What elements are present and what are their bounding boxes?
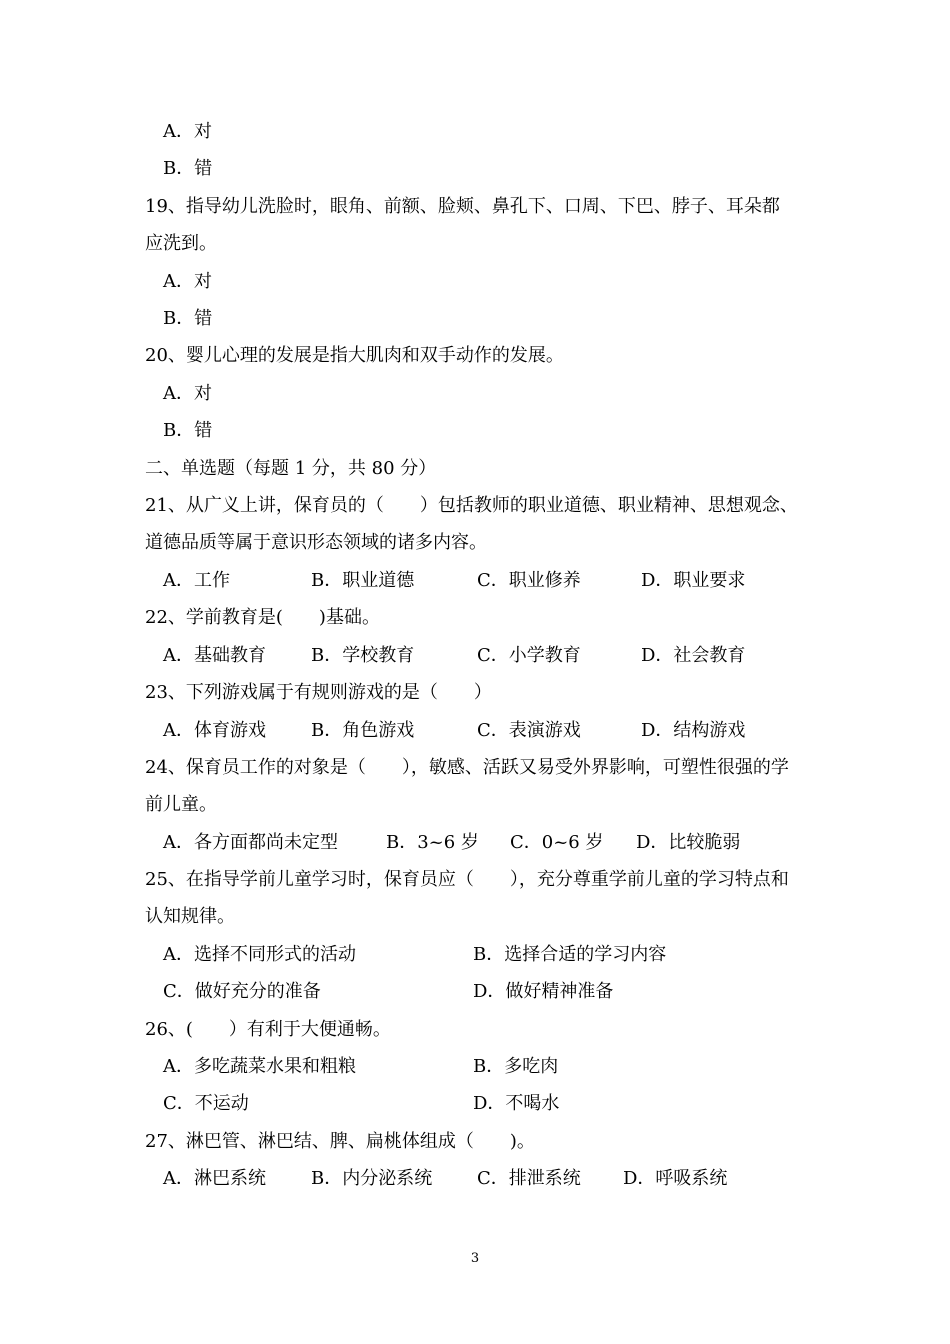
q18-option-a: A．对 [163,121,212,142]
q21-text-line2: 道德品质等属于意识形态领域的诸多内容。 [145,532,487,553]
q22-option-b: B．学校教育 [311,645,415,666]
q25-option-a: A．选择不同形式的活动 [163,944,356,965]
q27-option-c: C．排泄系统 [477,1168,581,1189]
q24-option-b: B．3~6 岁 [386,832,479,853]
q21-option-b: B．职业道德 [311,570,415,591]
page-number: 3 [470,1251,480,1266]
q19-option-a: A．对 [163,271,212,292]
q20-text: 20、婴儿心理的发展是指大肌肉和双手动作的发展。 [145,345,564,366]
section-heading: 二、单选题（每题 1 分，共 80 分） [145,458,437,479]
q21-option-a: A．工作 [163,570,230,591]
q23-option-d: D．结构游戏 [641,720,746,741]
q19-text-line1: 19、指导幼儿洗脸时，眼角、前额、脸颊、鼻孔下、口周、下巴、脖子、耳朵都 [145,196,780,217]
q22-option-a: A．基础教育 [163,645,266,666]
q23-option-b: B．角色游戏 [311,720,415,741]
q23-option-a: A．体育游戏 [163,720,266,741]
q26-option-b: B．多吃肉 [473,1056,559,1077]
q21-option-c: C．职业修养 [477,570,581,591]
q26-text: 26、( ）有利于大便通畅。 [145,1019,391,1040]
q22-text: 22、学前教育是( )基础。 [145,607,380,628]
q24-text-line2: 前儿童。 [145,794,217,815]
q25-option-c: C．做好充分的准备 [163,981,321,1002]
q21-option-d: D．职业要求 [641,570,746,591]
q27-option-d: D．呼吸系统 [623,1168,728,1189]
q27-text: 27、淋巴管、淋巴结、脾、扁桃体组成（ )。 [145,1131,535,1152]
q19-text-line2: 应洗到。 [145,233,217,254]
q18-option-b: B．错 [163,158,213,179]
q24-text-line1: 24、保育员工作的对象是（ ），敏感、活跃又易受外界影响，可塑性很强的学 [145,757,789,778]
q24-option-c: C．0~6 岁 [510,832,604,853]
q22-option-d: D．社会教育 [641,645,746,666]
q19-option-b: B．错 [163,308,213,329]
q23-text: 23、下列游戏属于有规则游戏的是（ ） [145,682,492,703]
q20-option-b: B．错 [163,420,213,441]
q23-option-c: C．表演游戏 [477,720,581,741]
q24-option-a: A．各方面都尚未定型 [163,832,338,853]
q27-option-a: A．淋巴系统 [163,1168,266,1189]
q21-text-line1: 21、从广义上讲，保育员的（ ）包括教师的职业道德、职业精神、思想观念、 [145,495,798,516]
q25-option-d: D．做好精神准备 [473,981,614,1002]
q25-text-line1: 25、在指导学前儿童学习时，保育员应（ ），充分尊重学前儿童的学习特点和 [145,869,789,890]
q22-option-c: C．小学教育 [477,645,581,666]
q25-text-line2: 认知规律。 [145,906,235,927]
q20-option-a: A．对 [163,383,212,404]
q26-option-a: A．多吃蔬菜水果和粗粮 [163,1056,356,1077]
q24-option-d: D．比较脆弱 [636,832,741,853]
q26-option-c: C．不运动 [163,1093,249,1114]
q27-option-b: B．内分泌系统 [311,1168,433,1189]
q26-option-d: D．不喝水 [473,1093,560,1114]
q25-option-b: B．选择合适的学习内容 [473,944,667,965]
